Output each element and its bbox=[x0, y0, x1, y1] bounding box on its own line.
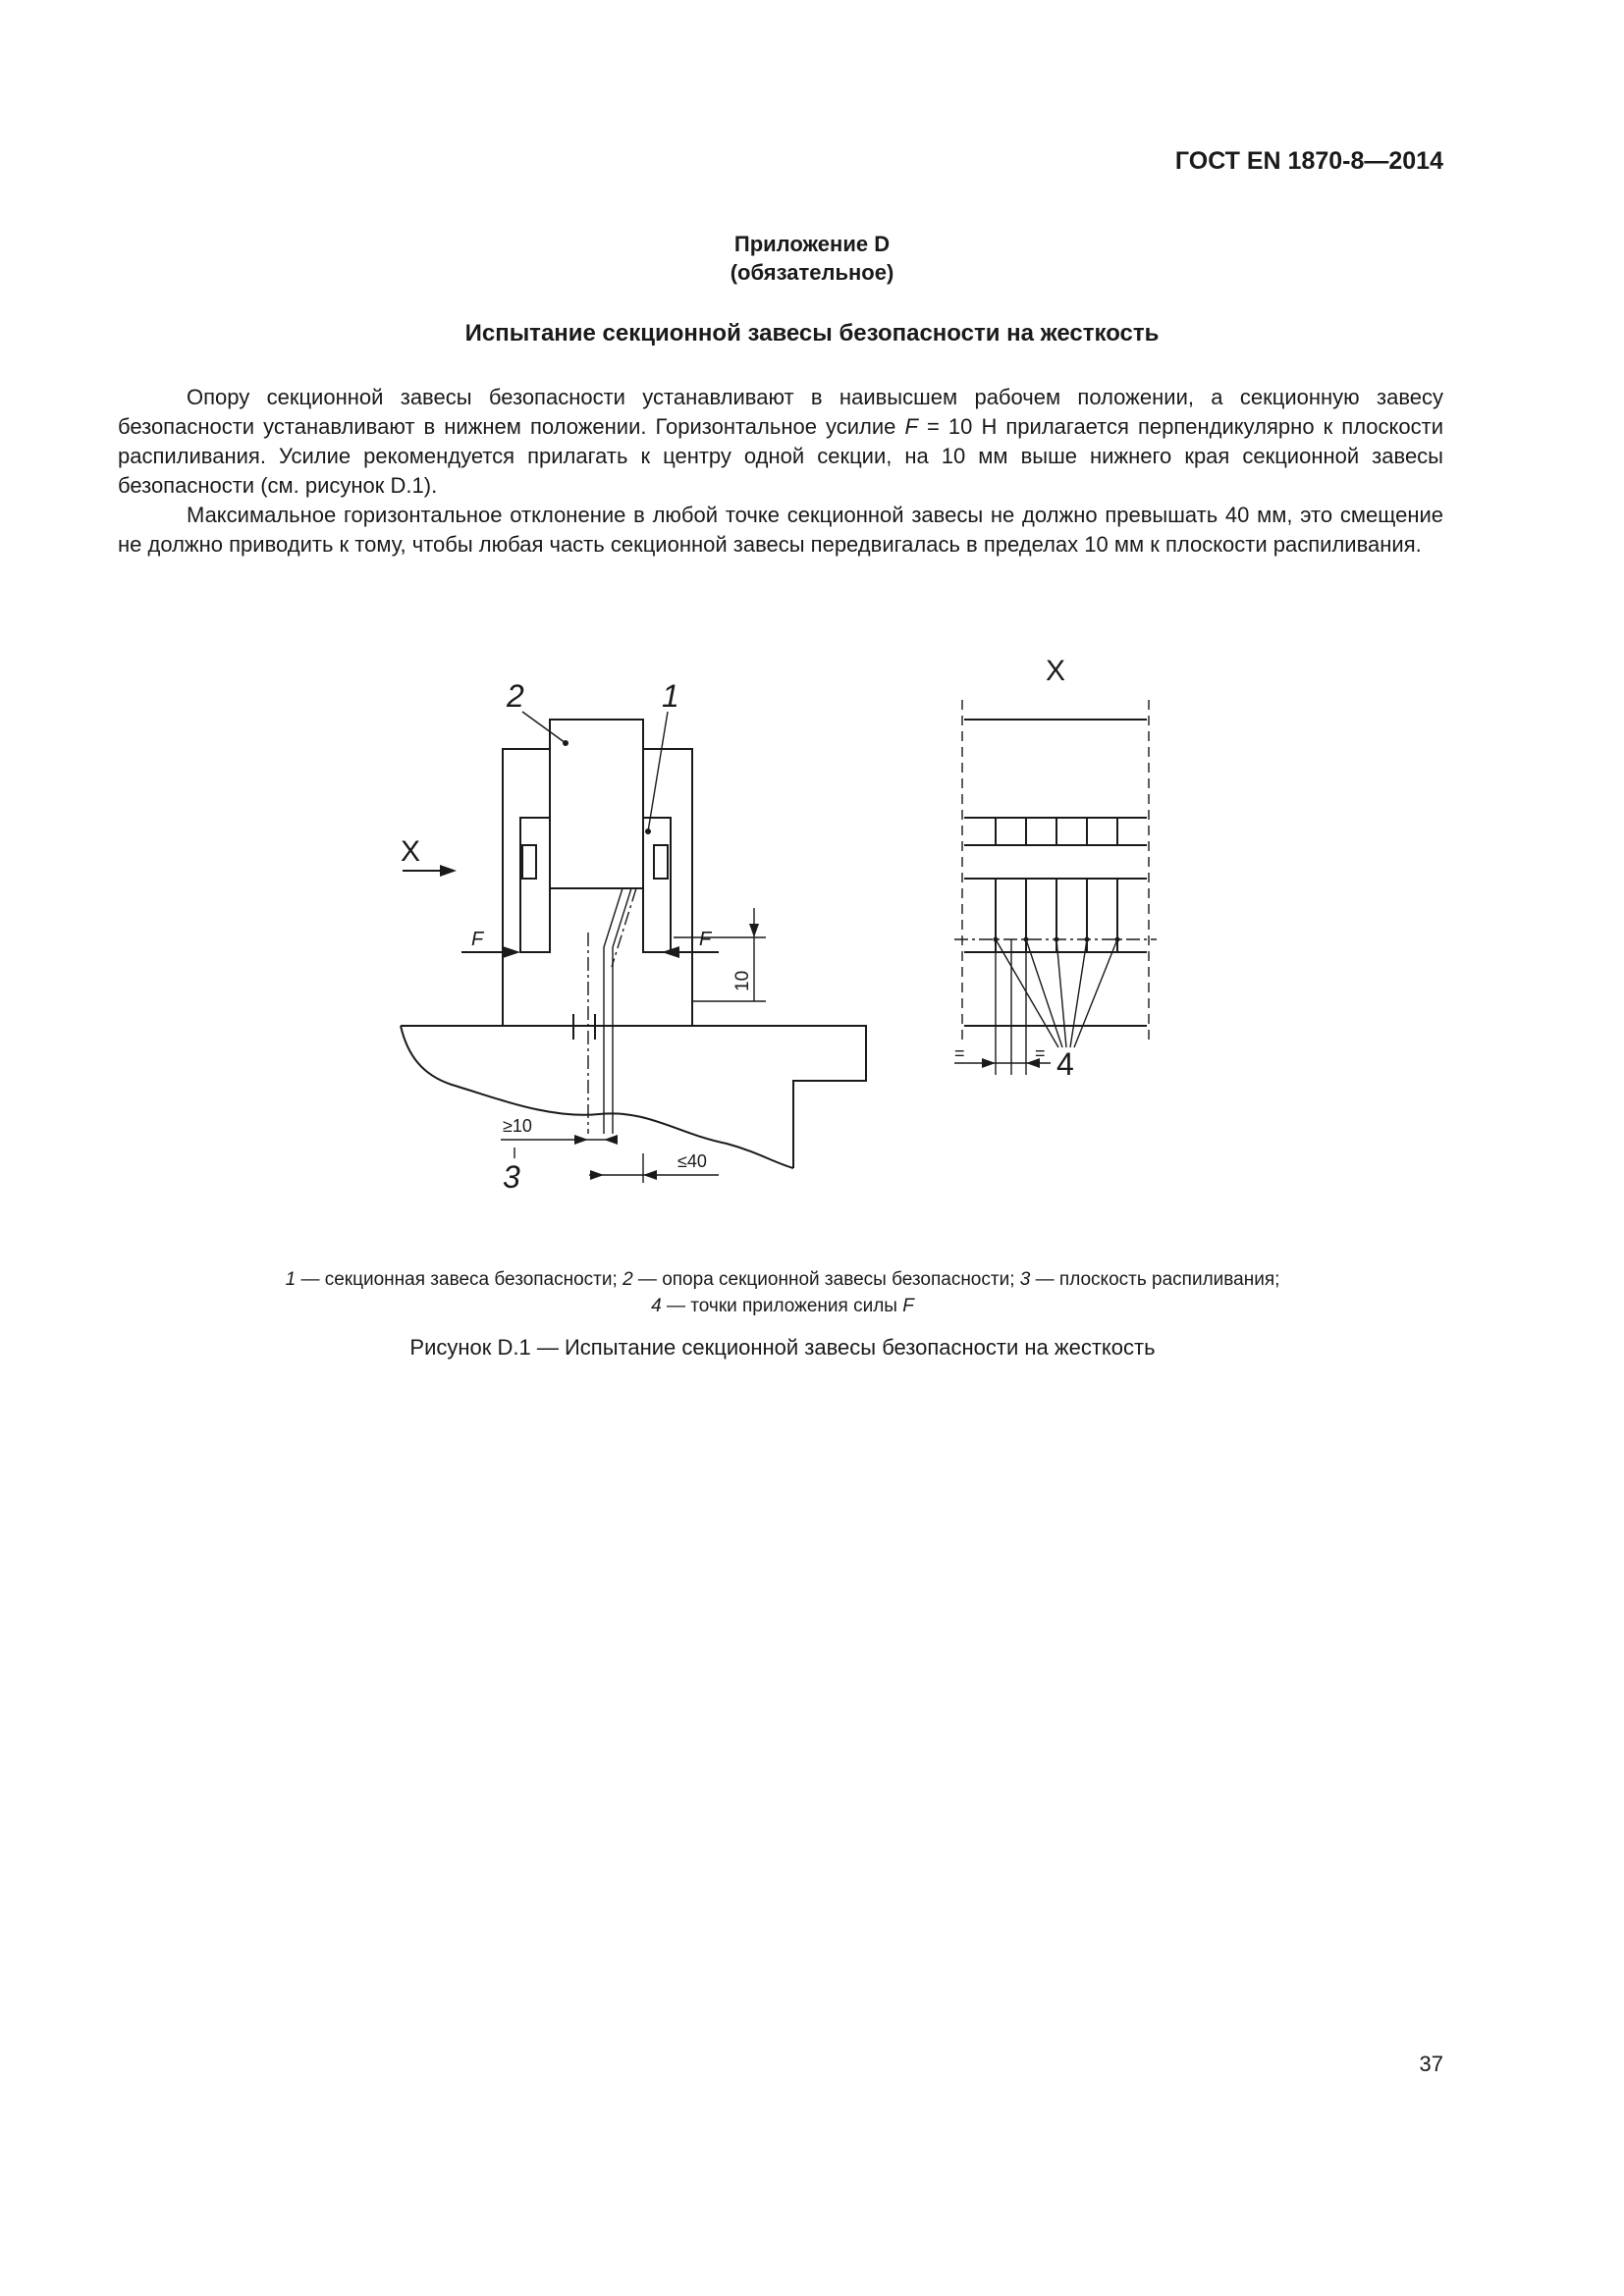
leaders-4 bbox=[996, 939, 1117, 1047]
legend-num-4: 4 bbox=[651, 1296, 662, 1316]
dim-10-label: 10 bbox=[732, 970, 753, 991]
label-4: 4 bbox=[1056, 1046, 1074, 1082]
leader-2 bbox=[522, 712, 566, 743]
leader-1-dot bbox=[645, 828, 651, 834]
annex-status: (обязательное) bbox=[730, 260, 894, 285]
leader-2-dot bbox=[563, 740, 568, 746]
legend-line-2 bbox=[118, 1293, 1447, 1319]
legend-num-2: 2 bbox=[623, 1269, 633, 1290]
paragraph-1-part-2: = 10 Н прилагается перпендикулярно к плоскости распиливания. Усилие рекомендуется прилагать к центру одной секции, на 10 мм выше нижнего края секционной завесы безопасности (см. рисунок D.1). bbox=[118, 414, 1444, 498]
deflection-axis bbox=[612, 888, 636, 967]
dim-le40-arrow-2 bbox=[643, 1170, 657, 1180]
dim-le40-label: ≤40 bbox=[677, 1151, 707, 1171]
curtain-right-clip bbox=[654, 845, 668, 879]
legend-num-1: 1 bbox=[285, 1269, 297, 1290]
leader-1 bbox=[648, 712, 668, 831]
legend-force: F bbox=[902, 1296, 914, 1316]
section-title: Испытание секционной завесы безопасности на жесткость bbox=[464, 320, 1160, 347]
paragraph-2: Максимальное горизонтальное отклонение в любой точке секционной завесы не должно превышать 40 мм, это смещение не должно приводить к тому, чтобы любая часть секционной завесы передвигалась в пределах 10 мм к плоскости распиливания. bbox=[118, 503, 1443, 557]
view-arrow-label: X bbox=[401, 835, 421, 868]
paragraph-1 bbox=[118, 383, 1443, 501]
legend-text-4: — точки приложения силы bbox=[661, 1296, 903, 1316]
view-arrowhead bbox=[440, 865, 457, 877]
legend-line-1 bbox=[118, 1266, 1447, 1293]
technical-drawing bbox=[353, 653, 1237, 1242]
body-text bbox=[118, 383, 1443, 560]
legend-text-2: — опора секционной завесы безопасности; bbox=[632, 1269, 1020, 1290]
leader-4-a bbox=[996, 939, 1058, 1047]
force-arrowhead-left bbox=[503, 946, 520, 958]
legend-text-1: — секционная завеса безопасности; bbox=[296, 1269, 623, 1290]
label-2: 2 bbox=[507, 678, 524, 714]
table-outline bbox=[401, 1026, 866, 1168]
force-variable: F bbox=[904, 414, 918, 439]
leader-4-b bbox=[1026, 939, 1062, 1047]
side-view bbox=[401, 678, 866, 1195]
force-label-left: F bbox=[471, 929, 484, 950]
dim-10-arrow bbox=[749, 924, 759, 937]
annex-heading bbox=[295, 230, 1329, 287]
legend-text-3: — плоскость распиливания; bbox=[1030, 1269, 1280, 1290]
leader-4-e bbox=[1074, 939, 1117, 1047]
section-dividers bbox=[996, 818, 1117, 952]
support-left bbox=[503, 749, 550, 1026]
figure-caption: Рисунок D.1 — Испытание секционной завесы безопасности на жесткость bbox=[409, 1335, 1156, 1360]
dim-ge10-arrow-1 bbox=[574, 1135, 588, 1145]
front-view-x bbox=[954, 655, 1157, 1082]
force-label-right: F bbox=[699, 929, 712, 950]
curtain-right bbox=[643, 818, 671, 952]
equal-arrow-1 bbox=[982, 1058, 996, 1068]
curtain-left bbox=[520, 818, 550, 952]
dim-ge10-arrow-2 bbox=[604, 1135, 618, 1145]
deflected-section-right bbox=[613, 888, 631, 1134]
label-3: 3 bbox=[503, 1159, 520, 1195]
standard-code: ГОСТ EN 1870-8—2014 bbox=[1174, 147, 1443, 175]
page-number: 37 bbox=[1419, 2052, 1443, 2076]
equal-mark-right: = bbox=[1035, 1043, 1046, 1063]
view-x-title: X bbox=[1046, 655, 1066, 687]
leader-4-d bbox=[1070, 939, 1087, 1047]
equal-mark-left: = bbox=[954, 1043, 965, 1063]
table-break-line bbox=[401, 1026, 793, 1168]
figure-d1 bbox=[353, 653, 1237, 1242]
paragraph-1-part-1: Опору секционной завесы безопасности устанавливают в наивысшем рабочем положении, а секционную завесу безопасности устанавливают в нижнем положении. Горизонтальное усилие bbox=[118, 385, 1443, 439]
dim-le40-arrow-1 bbox=[590, 1170, 604, 1180]
dim-ge10-label: ≥10 bbox=[503, 1116, 532, 1136]
support-right bbox=[643, 749, 692, 1026]
legend-num-3: 3 bbox=[1019, 1269, 1031, 1290]
label-1: 1 bbox=[662, 678, 679, 714]
figure-legend bbox=[118, 1266, 1447, 1319]
leader-4-c bbox=[1056, 939, 1066, 1047]
curtain-left-clip bbox=[522, 845, 536, 879]
annex-title: Приложение D bbox=[733, 232, 891, 256]
